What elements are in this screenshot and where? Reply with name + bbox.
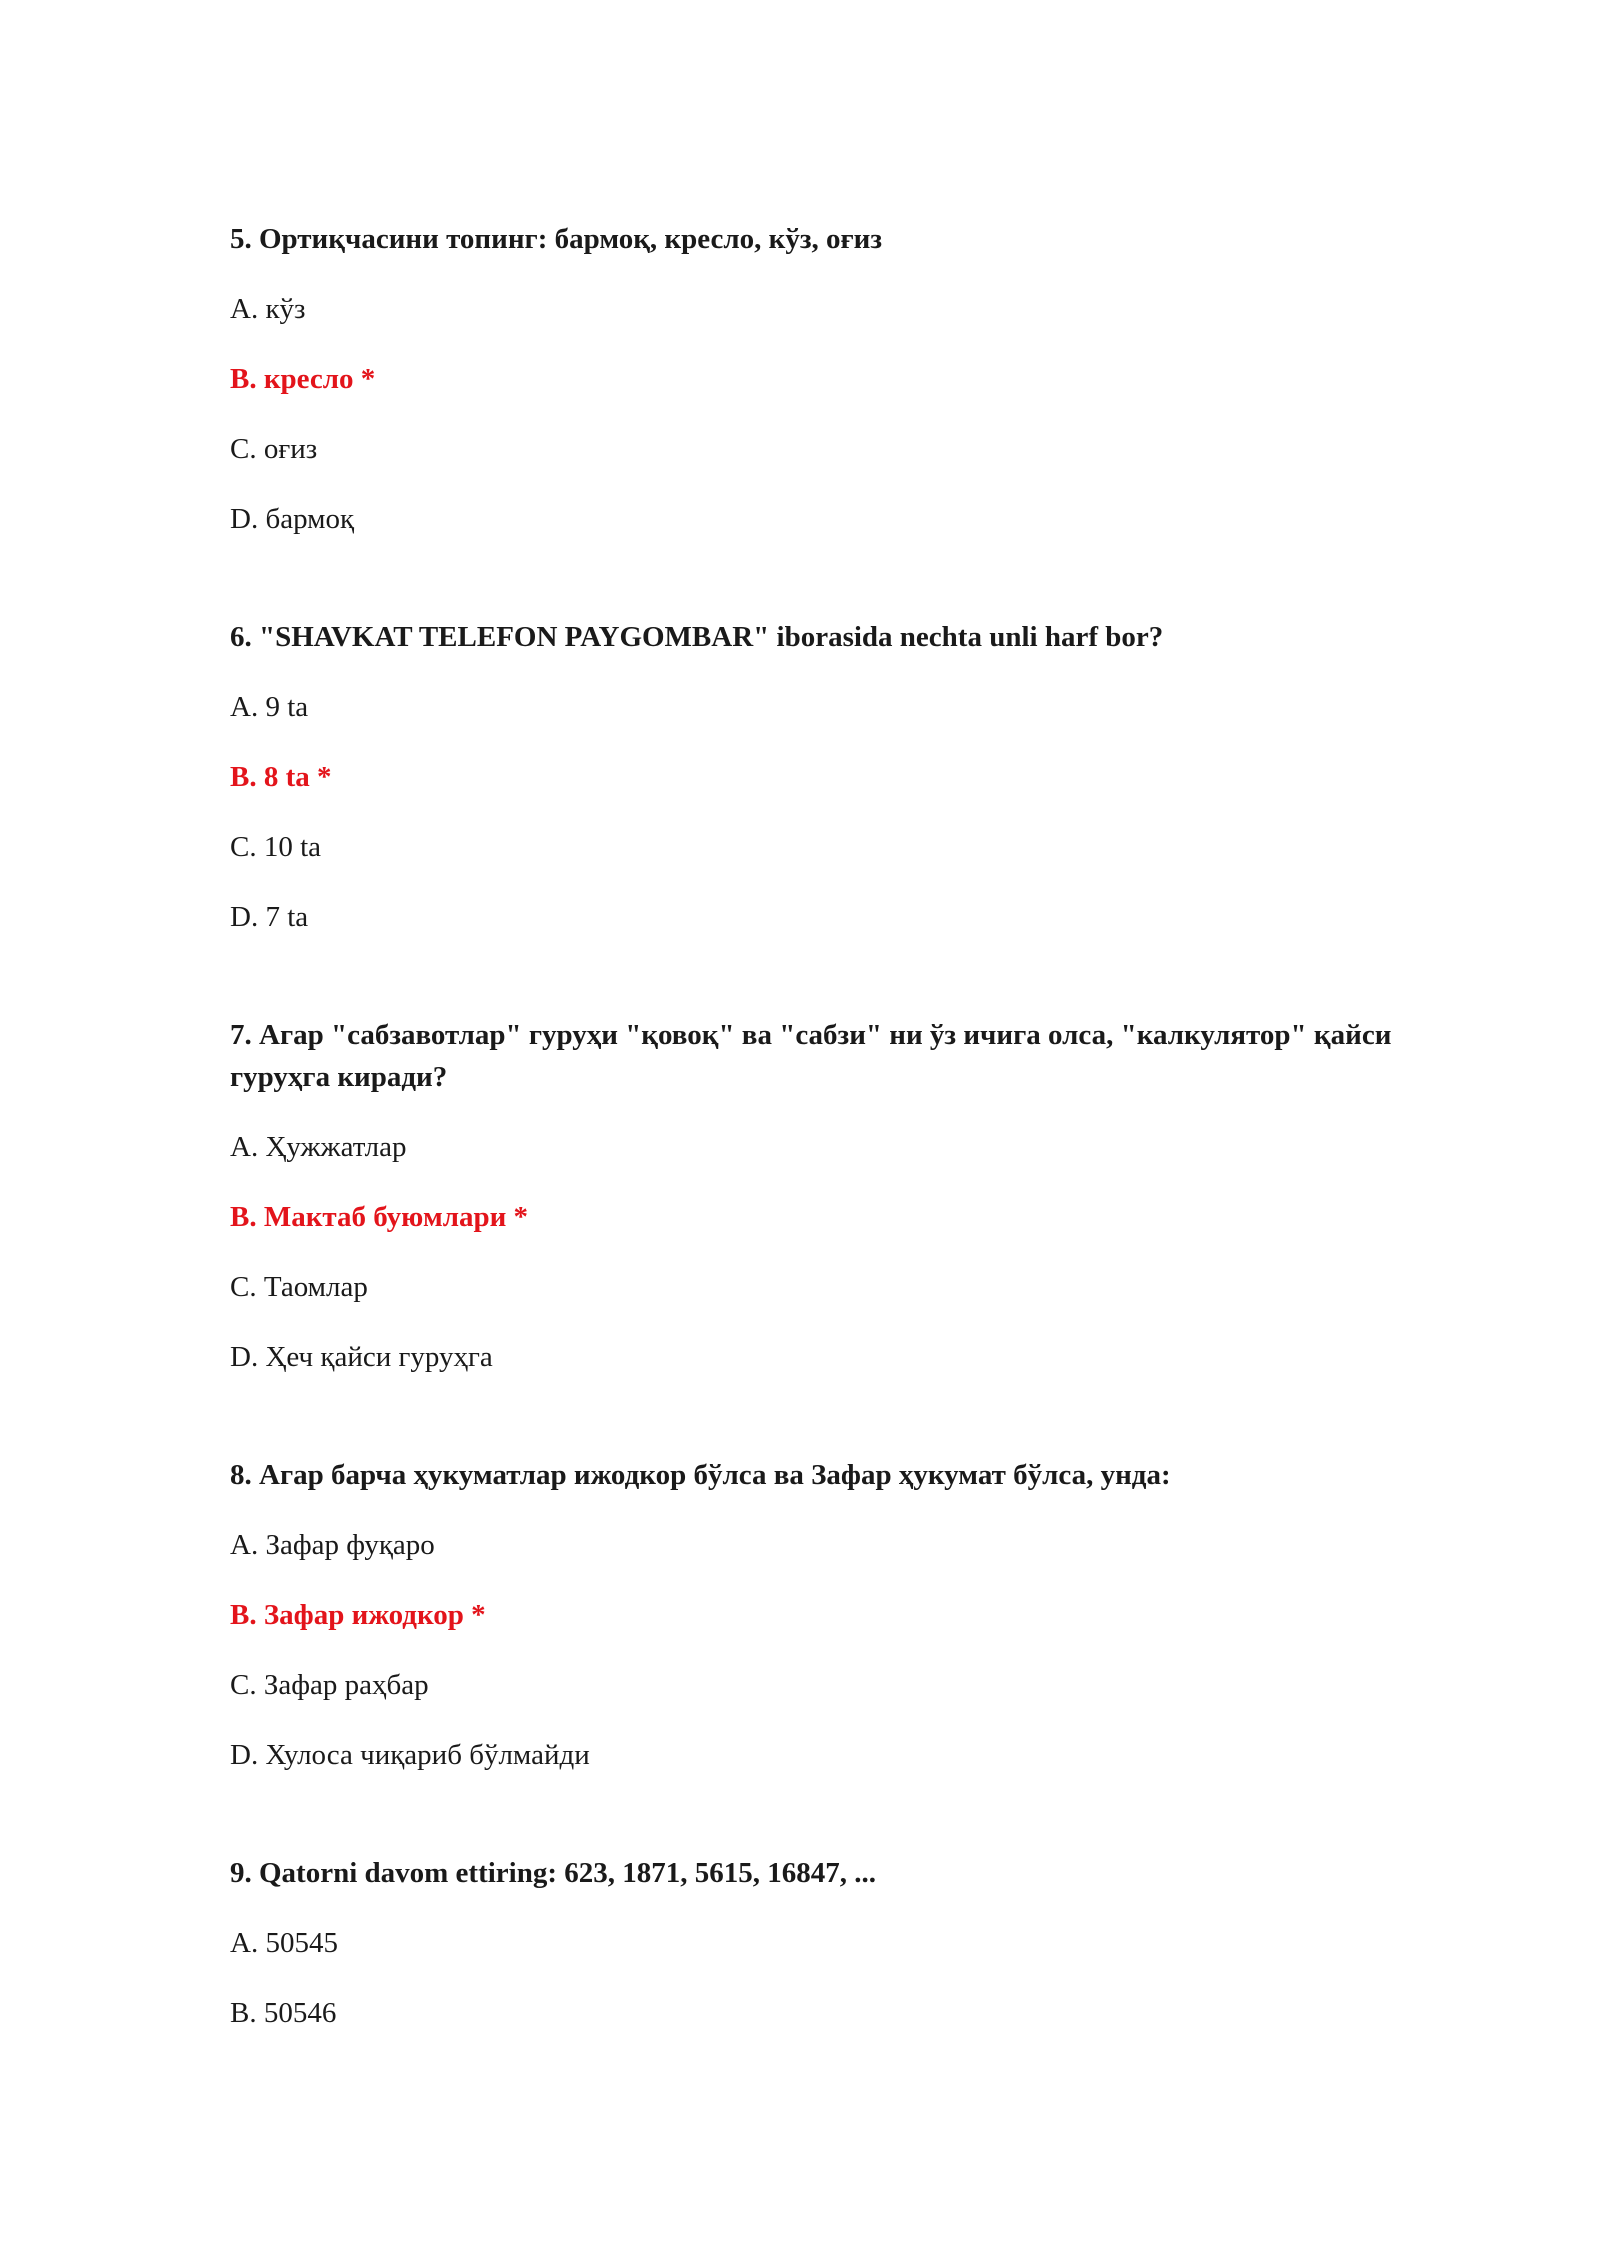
answer-option: D. бармоқ [230,503,355,535]
answer-option: C. Зафар раҳбар [230,1669,429,1701]
answer-option: A. кўз [230,293,306,325]
answer-option: A. Ҳужжатлар [230,1131,407,1163]
answer-option: B. 50546 [230,1997,337,2029]
answer-option-correct: B. Мактаб буюмлари * [230,1201,529,1233]
answer-option: A. 9 ta [230,691,309,723]
question-block [230,1454,1460,1776]
question-text: 8. Агар барча ҳукуматлар ижодкор бўлса ва Зафар ҳукумат бўлса, унда: [230,1459,1171,1491]
answer-option: C. 10 ta [230,831,322,863]
question-text: 7. Агар "сабзавотлар" гуруҳи "қовоқ" ва "сабзи" ни ўз ичига олса, "калкулятор" қайси гуруҳга киради? [230,1019,1392,1093]
question-text: 6. "SHAVKAT TELEFON PAYGOMBAR" iborasida nechta unli harf bor? [230,621,1164,653]
question-list [230,218,1460,2106]
question-text: 5. Ортиқчасини топинг: бармоқ, кресло, кўз, оғиз [230,223,883,255]
question-block [230,1014,1460,1378]
answer-option: A. 50545 [230,1927,338,1959]
answer-option: D. 7 ta [230,901,309,933]
answer-option: A. Зафар фуқаро [230,1529,435,1561]
answer-option: C. Таомлар [230,1271,368,1303]
question-block [230,1852,1460,2034]
question-block [230,218,1460,540]
answer-option: D. Хулоса чиқариб бўлмайди [230,1739,590,1771]
answer-option-correct: B. 8 ta * [230,761,332,793]
answer-option: C. оғиз [230,433,318,465]
answer-option-correct: B. кресло * [230,363,376,395]
answer-option: D. Ҳеч қайси гуруҳга [230,1341,493,1373]
question-block [230,616,1460,938]
answer-option-correct: B. Зафар ижодкор * [230,1599,486,1631]
question-text: 9. Qatorni davom ettiring: 623, 1871, 5615, 16847, ... [230,1857,877,1889]
